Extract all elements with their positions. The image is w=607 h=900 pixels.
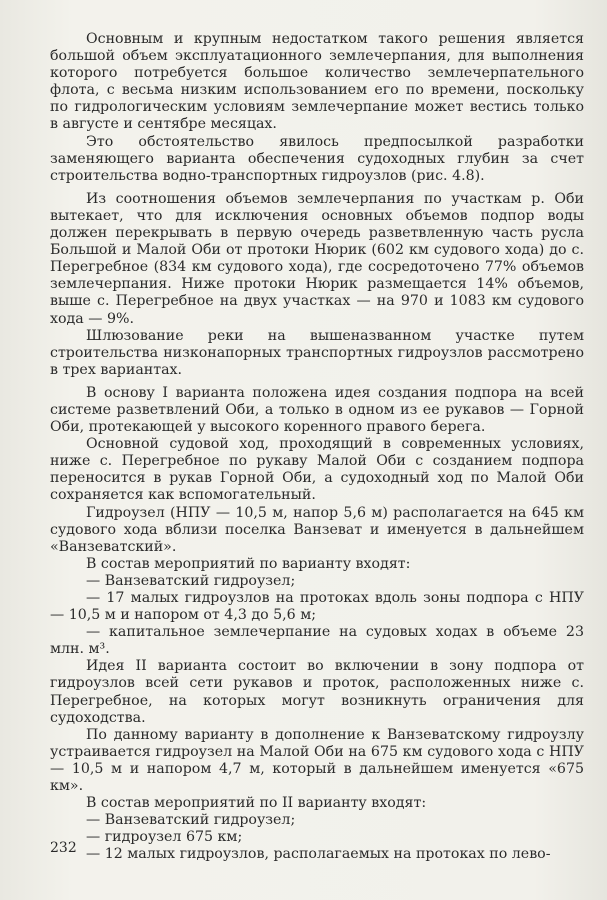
paragraph: В состав мероприятий по варианту входят: [86, 555, 411, 572]
list-item: — 17 малых гидроузлов на протоках вдоль зоны подпора с НПУ — 10,5 м и напором от 4,3 до 5,6 м; [50, 590, 584, 624]
list-item: — 12 малых гидроузлов, располагаемых на протоках по лево- [86, 846, 551, 863]
paragraph: В состав мероприятий по II варианту входят: [86, 795, 427, 812]
list-item: — Ванзеватский гидроузел; [86, 812, 296, 829]
paragraph: В основу I варианта положена идея создания подпора на всей системе разветвлений Оби, а только в одном из ее рукавов — Горной Оби, протекающей у высокого коренного правого берега. [50, 384, 584, 436]
paragraph: По данному варианту в дополнение к Ванзеватскому гидроузлу устраивается гидроузел на Малой Оби на 675 км судового хода с НПУ — 10,5 м и напором 4,7 м, который в дальнейшем именуется «675 км». [50, 726, 584, 795]
list-item: — гидроузел 675 км; [86, 829, 243, 846]
paragraph: Основным и крупным недостатком такого решения является большой объем эксплуатационного землечерпания, для выполнения которого потребуется большое количество землечерпательного флота, с весьма низким использованием его по времени, поскольку по гидрологическим условиям землечерпание может вестись только в августе и сентябре месяцах. [50, 31, 584, 133]
paragraph: Из соотношения объемов землечерпания по участкам р. Оби вытекает, что для исключения основных объемов подпор воды должен перекрывать в первую очередь разветвленную часть русла Большой и Малой Оби от протоки Нюрик (602 км судового хода) до с. Перегребное (834 км судового хода), где сосредоточено 77% объемов землечерпания. Ниже протоки Нюрик размещается 14% объемов, выше с. Перегребное на двух участках — на 970 и 1083 км судового хода — 9%. [50, 190, 584, 327]
body-text [50, 31, 584, 864]
paragraph: Основной судовой ход, проходящий в современных условиях, ниже с. Перегребное по рукаву Малой Оби с созданием подпора переносится в рукав Горной Оби, а судоходный ход по Малой Оби сохраняется как вспомогательный. [50, 436, 584, 504]
list-item: — капитальное землечерпание на судовых ходах в объеме 23 млн. м³. [50, 624, 584, 658]
list-item: — Ванзеватский гидроузел; [86, 572, 296, 589]
paragraph: Это обстоятельство явилось предпосылкой разработки заменяющего варианта обеспечения судоходных глубин за счет строительства водно-транспортных гидроузлов (рис. 4.8). [50, 133, 584, 184]
paragraph: Идея II варианта состоит во включении в зону подпора от гидроузлов всей сети рукавов и проток, расположенных ниже с. Перегребное, на которых могут возникнуть ограничения для судоходства. [50, 658, 584, 726]
paragraph: Шлюзование реки на вышеназванном участке путем строительства низконапорных транспортных гидроузлов рассмотрено в трех вариантах. [50, 327, 584, 378]
paragraph: Гидроузел (НПУ — 10,5 м, напор 5,6 м) располагается на 645 км судового хода вблизи поселка Ванзеват и именуется в дальнейшем «Ванзеватский». [50, 504, 584, 555]
page-number: 232 [50, 840, 77, 856]
